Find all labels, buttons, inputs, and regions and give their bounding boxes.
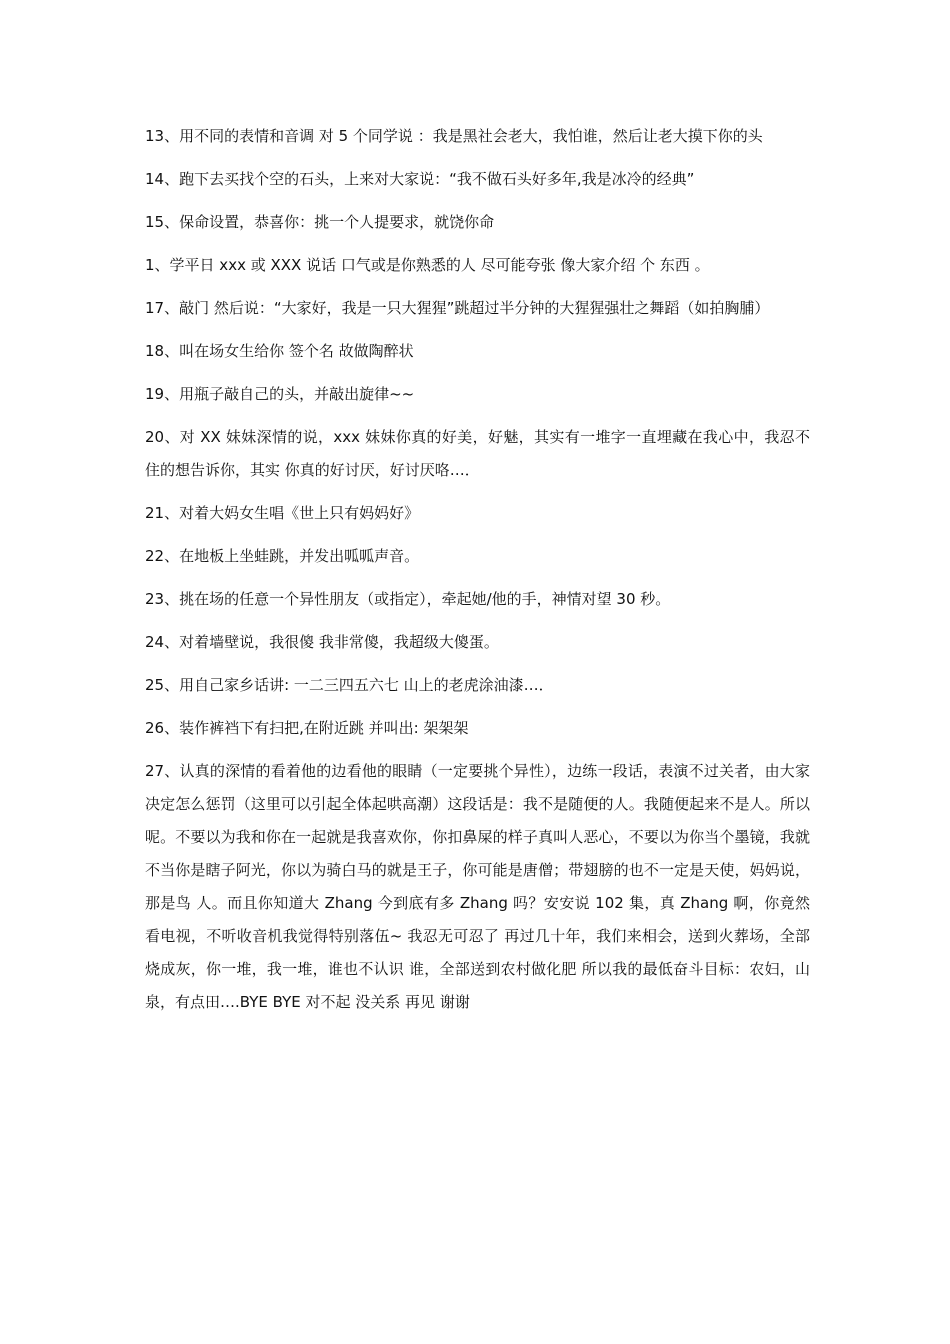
- list-item-19: 19、用瓶子敲自己的头，并敲出旋律~~: [145, 385, 415, 403]
- list-item-26: 26、装作裤裆下有扫把,在附近跳 并叫出: 架架架: [145, 719, 469, 737]
- list-item-18: 18、叫在场女生给你 签个名 故做陶醉状: [145, 342, 414, 360]
- list-item-22: 22、在地板上坐蛙跳，并发出呱呱声音。: [145, 547, 420, 565]
- list-item-25: 25、用自己家乡话讲: 一二三四五六七 山上的老虎涂油漆…．: [145, 676, 554, 694]
- list-item-21: 21、对着大妈女生唱《世上只有妈妈好》: [145, 504, 420, 522]
- list-item-24: 24、对着墙壁说，我很傻 我非常傻，我超级大傻蛋。: [145, 633, 499, 651]
- list-item-17: 17、敲门 然后说：“大家好，我是一只大猩猩”跳超过半分钟的大猩猩强壮之舞蹈（如拍胸脯）: [145, 299, 770, 317]
- document-body: [145, 120, 810, 1029]
- list-item-13: 13、用不同的表情和音调 对 5 个同学说 ：我是黑社会老大，我怕谁，然后让老大摸下你的头: [145, 127, 763, 145]
- list-item-1: 1、学平日 xxx 或 XXX 说话 口气或是你熟悉的人 尽可能夸张 像大家介绍 个 东西 。: [145, 256, 710, 274]
- list-item-20: 20、对 XX 妹妹深情的说，xxx 妹妹你真的好美，好魅，其实有一堆字一直埋藏在我心中，我忍不住的想告诉你，其实 你真的好讨厌，好讨厌咯…．: [145, 428, 810, 479]
- list-item-23: 23、挑在场的任意一个异性朋友（或指定），牵起她/他的手，神情对望 30 秒。: [145, 590, 671, 608]
- list-item-27: 27、认真的深情的看着他的边看他的眼睛（一定要挑个异性），边练一段话，表演不过关者，由大家决定怎么惩罚（这里可以引起全体起哄高潮）这段话是：我不是随便的人。我随便起来不是人。所以呢。不要以为我和你在一起就是我喜欢你，你扣鼻屎的样子真叫人恶心，不要以为你当个墨镜，我就不当你是瞎子阿光，你以为骑白马的就是王子，你可能是唐僧；带翅膀的也不一定是天使，妈妈说，那是鸟 人。而且你知道大 Zhang 今到底有多 Zhang 吗？安安说 102 集，真 Zhang 啊，你竟然看电视，不听收音机我觉得特别落伍~ 我忍无可忍了 再过几十年，我们来相会，送到火葬场，全部烧成灰，你一堆，我一堆，谁也不认识 谁，全部送到农村做化肥 所以我的最低奋斗目标：农妇，山泉，有点田….BYE BYE 对不起 没关系 再见 谢谢: [145, 762, 810, 1011]
- list-item-15: 15、保命设置，恭喜你：挑一个人提要求，就饶你命: [145, 213, 495, 231]
- list-item-14: 14、跑下去买找个空的石头，上来对大家说：“我不做石头好多年,我是冰冷的经典”: [145, 170, 695, 188]
